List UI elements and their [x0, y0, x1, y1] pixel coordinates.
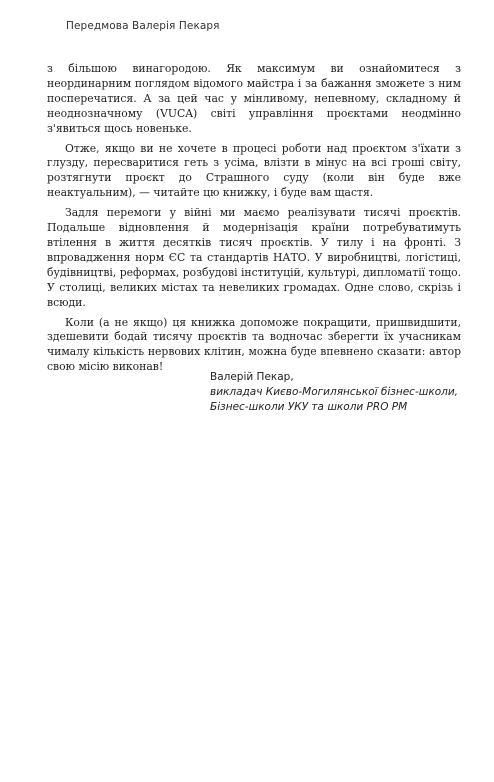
signature-role-line-1: викладач Києво-Могилянської бізнес-школи,: [210, 386, 458, 398]
signature-block: [210, 370, 458, 415]
signature-name: Валерій Пекар,: [210, 371, 294, 383]
paragraph-2: Отже, якщо ви не хочете в процесі роботи над проєктом з'їхати з глузду, пересваритися геть з усіма, влізти в мінус на всі гроші світу, розтягнути проєкт до Страшного суду (коли він буде вже неактуальним), — читайте цю книжку, і буде вам щастя.: [47, 141, 461, 200]
paragraph-3: Задля перемоги у війні ми маємо реалізувати тисячі проєктів. Подальше відновлення й модернізація країни потребуватимуть втілення в життя десятків тисяч проєктів. У тилу і на фронті. З впровадження норм ЄС та стандартів НАТО. У виробництві, логістиці, будівництві, реформах, розбудові інституцій, культурі, дипломатії тощо. У столиці, великих містах та невеликих громадах. Одне слово, скрізь і всюди.: [47, 206, 461, 309]
body-text: [47, 62, 461, 375]
running-header: Передмова Валерія Пекаря: [66, 20, 220, 32]
paragraph-4: Коли (а не якщо) ця книжка допоможе покращити, пришвидшити, здешевити бодай тисячу проєктів та водночас зберегти їх учасникам чималу кількість нервових клітин, можна буде впевнено сказати: автор свою місію виконав!: [47, 315, 461, 374]
signature-role-line-2: Бізнес-школи УКУ та школи PRO PM: [210, 401, 408, 413]
paragraph-1: з більшою винагородою. Як максимум ви ознайомитеся з неординарним поглядом відомого майстра і за бажання зможете з ним посперечатися. А за цей час у мінливому, непевному, складному й неоднозначному (VUCA) світі управління проєктами неодмінно з'явиться щось новеньке.: [47, 62, 461, 135]
